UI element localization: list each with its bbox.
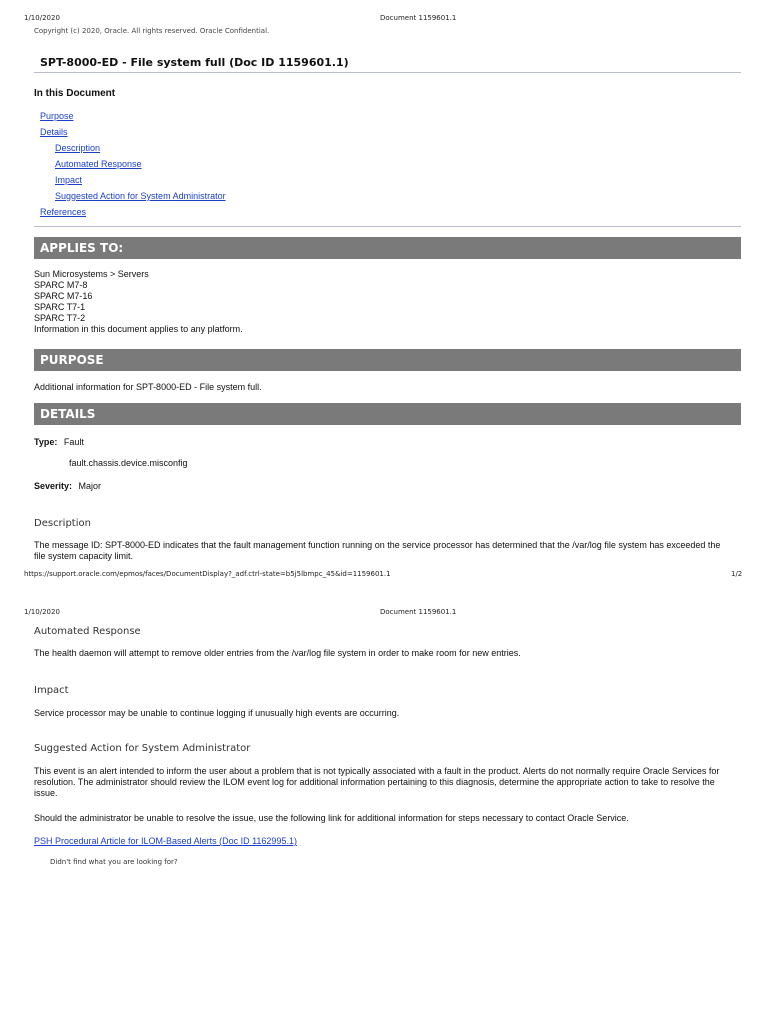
- copyright-notice: Copyright (c) 2020, Oracle. All rights reserved. Oracle Confidential.: [34, 27, 270, 35]
- didnt-find-text: Didn't find what you are looking for?: [50, 858, 178, 866]
- document-title: SPT-8000-ED - File system full (Doc ID 1159601.1): [40, 56, 349, 69]
- description-text: The message ID: SPT-8000-ED indicates that the fault management function running on the service processor has determined that the /var/log file system has exceeded the file system capacity limit.: [34, 540, 721, 561]
- footer-page-number: 1/2: [731, 570, 743, 578]
- type-label: Type:: [34, 437, 58, 447]
- fault-class: fault.chassis.device.misconfig: [69, 458, 188, 468]
- contact-service-text: Should the administrator be unable to resolve the issue, use the following link for additional information for steps necessary to contact Oracle Service.: [34, 813, 629, 823]
- applies-line: Sun Microsystems > Servers: [34, 269, 149, 279]
- applies-to-bar: APPLIES TO:: [34, 237, 741, 259]
- toc-link-suggested-action[interactable]: Suggested Action for System Administrator: [55, 191, 226, 201]
- applies-line: Information in this document applies to any platform.: [34, 324, 243, 334]
- suggested-action-text: This event is an alert intended to inform the user about a problem that is not typically associated with a fault in the product. Alerts do not normally require Oracle Services for resolution. The administrator should review the ILOM event log for additional information pertaining to this diagnosis, determine the appropriate action to take to resolve the issue.: [34, 766, 720, 798]
- severity-row: [34, 481, 101, 492]
- impact-heading: Impact: [34, 685, 69, 696]
- toc-divider: [34, 226, 741, 227]
- applies-line: SPARC T7-2: [34, 313, 86, 323]
- page-header-doc-id: Document 1159601.1: [380, 14, 457, 22]
- details-bar: DETAILS: [34, 403, 741, 425]
- severity-value: Major: [78, 481, 102, 491]
- toc-link-automated-response[interactable]: Automated Response: [55, 159, 142, 169]
- description-heading: Description: [34, 518, 91, 529]
- impact-text: Service processor may be unable to continue logging if unusually high events are occurring.: [34, 708, 400, 718]
- automated-response-text: The health daemon will attempt to remove older entries from the /var/log file system in order to make room for new entries.: [34, 648, 521, 658]
- toc-link-description[interactable]: Description: [55, 143, 101, 153]
- toc-link-purpose[interactable]: Purpose: [40, 111, 74, 121]
- toc-heading: In this Document: [34, 88, 116, 99]
- applies-to-list: [34, 269, 243, 335]
- purpose-text: Additional information for SPT-8000-ED - File system full.: [34, 382, 262, 392]
- title-divider: [34, 72, 741, 73]
- applies-line: SPARC M7-8: [34, 280, 88, 290]
- psh-procedural-article-link[interactable]: PSH Procedural Article for ILOM-Based Alerts (Doc ID 1162995.1): [34, 836, 297, 846]
- type-value: Fault: [63, 437, 84, 447]
- page-header-date: 1/10/2020: [24, 14, 60, 22]
- purpose-bar: PURPOSE: [34, 349, 741, 371]
- applies-line: SPARC M7-16: [34, 291, 93, 301]
- applies-line: SPARC T7-1: [34, 302, 86, 312]
- toc-link-references[interactable]: References: [40, 207, 87, 217]
- severity-label: Severity:: [34, 481, 73, 491]
- toc-link-details[interactable]: Details: [40, 127, 68, 137]
- footer-url: https://support.oracle.com/epmos/faces/DocumentDisplay?_adf.ctrl-state=b5j5lbmpc_45&id=1159601.1: [24, 570, 391, 578]
- page-header-doc-id: Document 1159601.1: [380, 608, 457, 616]
- toc-link-impact[interactable]: Impact: [55, 175, 83, 185]
- type-row: [34, 437, 84, 448]
- automated-response-heading: Automated Response: [34, 626, 141, 637]
- page-header-date: 1/10/2020: [24, 608, 60, 616]
- suggested-action-heading: Suggested Action for System Administrator: [34, 743, 251, 754]
